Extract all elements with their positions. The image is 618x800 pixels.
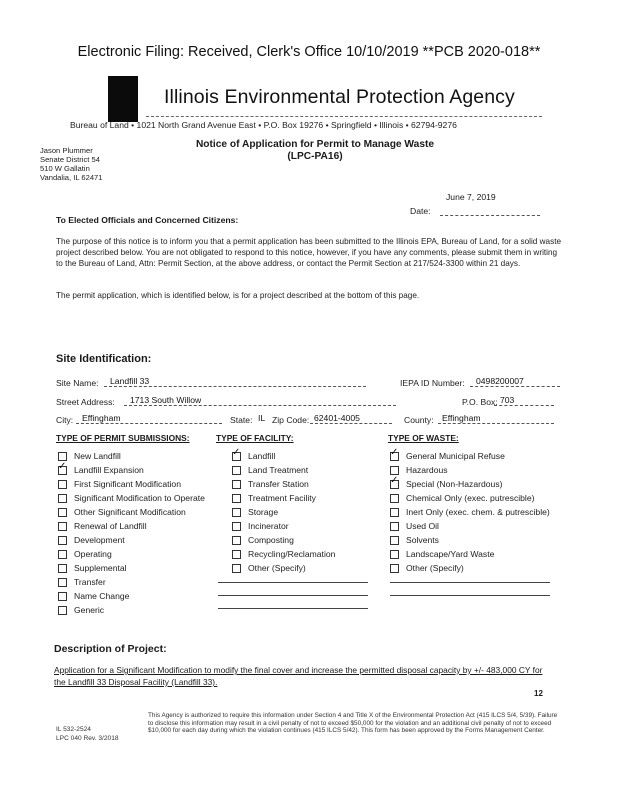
checkbox[interactable] — [232, 550, 241, 559]
checkbox[interactable] — [58, 550, 67, 559]
facility-option[interactable] — [232, 535, 294, 545]
sender-org: Senate District 54 — [40, 155, 100, 164]
page-number: 12 — [534, 689, 543, 698]
option-label: General Municipal Refuse — [406, 451, 505, 461]
street-underline — [124, 405, 396, 406]
waste-option[interactable] — [390, 465, 448, 475]
county-label: County: — [404, 415, 434, 425]
facility-other-line[interactable] — [218, 582, 368, 583]
iepa-id-value: 0498200007 — [476, 376, 524, 386]
option-label: Hazardous — [406, 465, 448, 475]
option-label: Significant Modification to Operate — [74, 493, 205, 503]
option-label: Landfill Expansion — [74, 465, 144, 475]
city-label: City: — [56, 415, 74, 425]
option-label: Landfill — [248, 451, 276, 461]
submission-option[interactable] — [58, 605, 104, 615]
site-name-underline — [104, 386, 366, 387]
zip-value: 62401-4005 — [314, 413, 360, 423]
option-label: Treatment Facility — [248, 493, 316, 503]
checkbox[interactable] — [58, 508, 67, 517]
checkbox[interactable] — [58, 480, 67, 489]
option-label: Special (Non-Hazardous) — [406, 479, 503, 489]
pobox-underline — [494, 405, 554, 406]
waste-option[interactable] — [390, 479, 502, 489]
option-label: Solvents — [406, 535, 439, 545]
checkbox[interactable] — [58, 578, 67, 587]
county-underline — [438, 423, 554, 424]
waste-option[interactable] — [390, 563, 464, 573]
agency-address: Bureau of Land • 1021 North Grand Avenue East • P.O. Box 19276 • Springfield • Illinois • 62794-9276 — [70, 120, 457, 130]
waste-option[interactable] — [390, 451, 505, 461]
option-label: New Landfill — [74, 451, 121, 461]
checkbox[interactable] — [390, 536, 399, 545]
option-label: Storage — [248, 507, 279, 517]
checkbox[interactable] — [58, 452, 67, 461]
checkbox[interactable] — [232, 466, 241, 475]
option-label: Development — [74, 535, 125, 545]
project-description-text: Application for a Significant Modification to modify the final cover and increase the permitted disposal capacity by +/- 483,000 CY for the Landfill 33 Disposal Facility (Landfill 33). — [54, 665, 543, 687]
facility-option[interactable] — [232, 493, 316, 503]
checkbox[interactable] — [390, 550, 399, 559]
option-label: Other (Specify) — [248, 563, 306, 573]
form-code: IL 532-2524 — [56, 726, 91, 733]
city-underline — [76, 423, 222, 424]
checkbox[interactable] — [232, 452, 241, 461]
option-label: Chemical Only (exec. putrescible) — [406, 493, 535, 503]
iepa-id-underline — [470, 386, 560, 387]
submission-option[interactable] — [58, 591, 129, 601]
submission-option[interactable] — [58, 549, 112, 559]
option-label: Recycling/Reclamation — [248, 549, 336, 559]
option-label: Generic — [74, 605, 105, 615]
salutation: To Elected Officials and Concerned Citizens: — [56, 215, 239, 225]
waste-option[interactable] — [390, 507, 550, 517]
submission-option[interactable] — [58, 451, 121, 461]
intro-paragraph: The purpose of this notice is to inform you that a permit application has been submitted to the Illinois EPA, Bureau of Land, for a solid waste project described below. You are not obligated to respond to this notice, however, if you have any comments, please submit them in writing to the Bureau of Land, Attn: Permit Section, at the above address, or contact the Permit Section at 217/524-3300 within 21 days. — [56, 237, 562, 268]
street-address-value: 1713 South Willow — [130, 395, 202, 405]
option-label: Renewal of Landfill — [74, 521, 147, 531]
option-label: Land Treatment — [248, 465, 309, 475]
facility-option[interactable] — [232, 451, 275, 461]
state-value: IL — [258, 413, 266, 423]
facility-option[interactable] — [232, 479, 309, 489]
legal-disclaimer: This Agency is authorized to require this information under Section 4 and Title X of the Environmental Protection Act (415 ILCS 5/4, 5/39). Failure to disclose this information may result in a civil penalty of not to exceed $50,000 for the violation and an additional civil penalty of not to exceed $10,000 for each day during which the violation continues (415 ILCS 5/42). This form has been approved by the Forms Management Center. — [148, 712, 558, 735]
submission-option[interactable] — [58, 493, 205, 503]
checkbox[interactable] — [232, 522, 241, 531]
checkbox[interactable] — [390, 564, 399, 573]
submission-option[interactable] — [58, 479, 181, 489]
facility-other-line[interactable] — [218, 608, 368, 609]
checkbox[interactable] — [58, 564, 67, 573]
checkbox[interactable] — [232, 536, 241, 545]
form-revision: LPC 040 Rev. 3/2018 — [56, 735, 119, 742]
header-rule — [146, 116, 542, 117]
checkbox[interactable] — [232, 494, 241, 503]
option-label: Supplemental — [74, 563, 127, 573]
facility-option[interactable] — [232, 549, 335, 559]
checkbox[interactable] — [58, 536, 67, 545]
street-address-label: Street Address: — [56, 397, 115, 407]
option-label: Other Significant Modification — [74, 507, 186, 517]
notice-title: Notice of Application for Permit to Manage Waste — [195, 139, 435, 150]
checkbox[interactable] — [58, 494, 67, 503]
option-label: Transfer Station — [248, 479, 309, 489]
checkbox[interactable] — [390, 508, 399, 517]
facility-option[interactable] — [232, 521, 289, 531]
option-label: Landscape/Yard Waste — [406, 549, 495, 559]
waste-other-line[interactable] — [390, 595, 550, 596]
option-label: Used Oil — [406, 521, 439, 531]
facility-option[interactable] — [232, 563, 306, 573]
checkbox[interactable] — [390, 480, 399, 489]
site-identification-title: Site Identification: — [56, 353, 152, 365]
city-value: Effingham — [82, 413, 121, 423]
checkbox[interactable] — [58, 466, 67, 475]
state-label: State: — [230, 415, 253, 425]
sender-name: Jason Plummer — [40, 146, 93, 155]
project-description-title: Description of Project: — [54, 643, 167, 655]
checkbox[interactable] — [232, 480, 241, 489]
permit-submissions-heading: TYPE OF PERMIT SUBMISSIONS: — [56, 433, 190, 443]
checkbox[interactable] — [390, 522, 399, 531]
facility-option[interactable] — [232, 465, 308, 475]
county-value: Effingham — [442, 413, 481, 423]
facility-other-line[interactable] — [218, 595, 368, 596]
submission-option[interactable] — [58, 507, 186, 517]
checkbox[interactable] — [390, 494, 399, 503]
submission-option[interactable] — [58, 577, 106, 587]
option-label: Operating — [74, 549, 112, 559]
checkbox[interactable] — [390, 466, 399, 475]
application-paragraph: The permit application, which is identified below, is for a project described at the bottom of this page. — [56, 291, 420, 300]
sender-city: Vandalia, IL 62471 — [40, 173, 103, 182]
sender-street: 510 W Gallatin — [40, 164, 90, 173]
waste-other-line[interactable] — [390, 582, 550, 583]
checkbox[interactable] — [232, 508, 241, 517]
agency-name: Illinois Environmental Protection Agency — [164, 86, 515, 108]
zip-label: Zip Code: — [272, 415, 310, 425]
submission-option[interactable] — [58, 563, 127, 573]
submission-option[interactable] — [58, 465, 144, 475]
site-name-label: Site Name: — [56, 378, 99, 388]
site-name-value: Landfill 33 — [110, 376, 150, 386]
option-label: Transfer — [74, 577, 106, 587]
waste-option[interactable] — [390, 549, 494, 559]
option-label: First Significant Modification — [74, 479, 181, 489]
checkbox[interactable] — [58, 606, 67, 615]
zip-underline — [310, 423, 392, 424]
option-label: Other (Specify) — [406, 563, 464, 573]
pobox-label: P.O. Box: — [462, 397, 498, 407]
date-label: Date: — [410, 206, 431, 216]
option-label: Inert Only (exec. chem. & putrescible) — [406, 507, 550, 517]
option-label: Incinerator — [248, 521, 289, 531]
facility-type-heading: TYPE OF FACILITY: — [216, 433, 294, 443]
pobox-value: 703 — [500, 395, 515, 405]
checkbox[interactable] — [58, 522, 67, 531]
submission-option[interactable] — [58, 535, 125, 545]
waste-option[interactable] — [390, 535, 439, 545]
facility-option[interactable] — [232, 507, 278, 517]
notice-date: June 7, 2019 — [446, 192, 496, 202]
waste-type-heading: TYPE OF WASTE: — [388, 433, 459, 443]
checkbox[interactable] — [232, 564, 241, 573]
checkbox[interactable] — [390, 452, 399, 461]
option-label: Composting — [248, 535, 294, 545]
iepa-id-label: IEPA ID Number: — [400, 378, 465, 388]
date-underline — [440, 215, 540, 216]
waste-option[interactable] — [390, 493, 534, 503]
filing-stamp: Electronic Filing: Received, Clerk's Office 10/10/2019 **PCB 2020-018** — [77, 44, 541, 60]
checkbox[interactable] — [58, 592, 67, 601]
agency-logo — [108, 76, 138, 122]
notice-form-code: (LPC-PA16) — [287, 151, 343, 162]
option-label: Name Change — [74, 591, 130, 601]
submission-option[interactable] — [58, 521, 147, 531]
waste-option[interactable] — [390, 521, 439, 531]
